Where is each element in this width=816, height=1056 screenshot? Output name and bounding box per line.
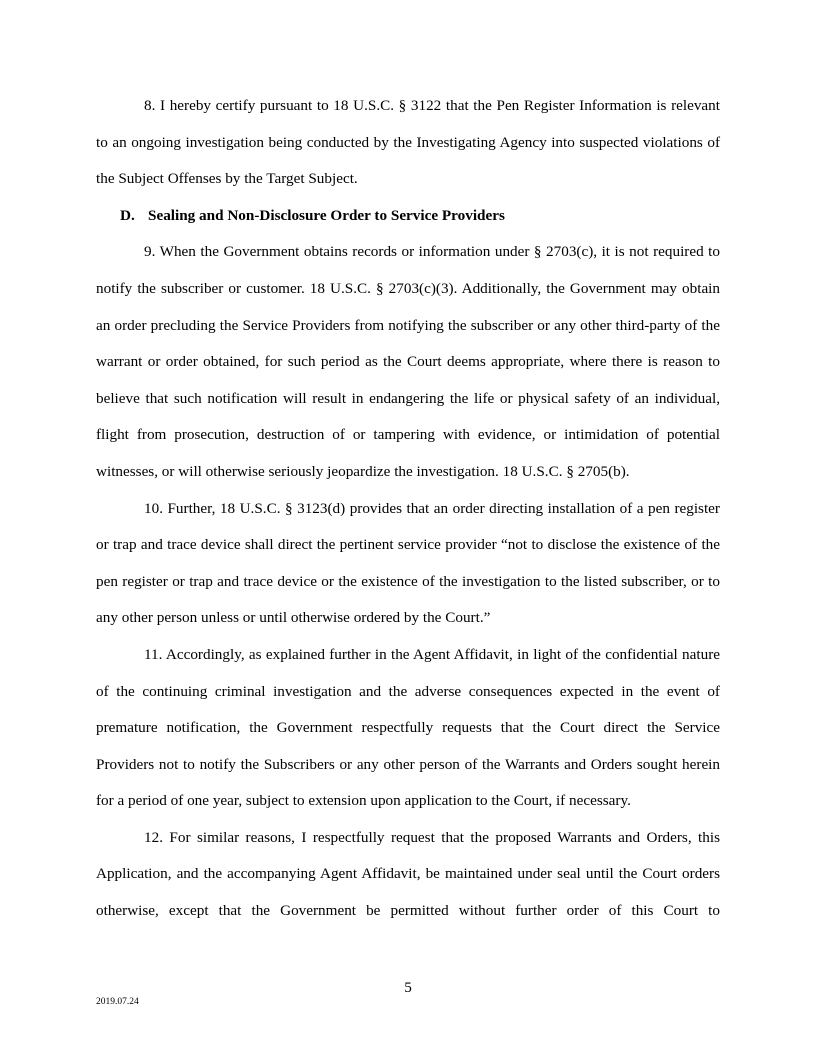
paragraph-11: 11. Accordingly, as explained further in the Agent Affidavit, in light of the confidential nature of the continuing criminal investigation and the adverse consequences expected in the event of premature notification, the Government respectfully requests that the Court direct the Service Providers not to notify the Subscribers or any other person of the Warrants and Orders sought herein for a period of one year, subject to extension upon application to the Court, if necessary. (96, 645, 720, 810)
page-number: 5 (404, 979, 412, 996)
paragraph-10: 10. Further, 18 U.S.C. § 3123(d) provides that an order directing installation of a pen register or trap and trace device shall direct the pertinent service provider “not to disclose the existence of the pen register or trap and trace device or the existence of the investigation to the listed subscriber, or to any other person unless or until otherwise ordered by the Court.” (96, 499, 720, 627)
section-heading (96, 198, 720, 235)
document-date: 2019.07.24 (96, 997, 139, 1007)
section-letter: D. (120, 206, 135, 224)
paragraph-12: 12. For similar reasons, I respectfully request that the proposed Warrants and Orders, this Application, and the accompanying Agent Affidavit, be maintained under seal until the Court orders otherwise, except that the Government be permitted without further order of this Court to (96, 828, 720, 920)
paragraph-8: 8. I hereby certify pursuant to 18 U.S.C. § 3122 that the Pen Register Information is relevant to an ongoing investigation being conducted by the Investigating Agency into suspected violations of the Subject Offenses by the Target Subject. (96, 97, 720, 188)
section-title: Sealing and Non-Disclosure Order to Service Providers (148, 206, 505, 224)
paragraph-9: 9. When the Government obtains records or information under § 2703(c), it is not required to notify the subscriber or customer. 18 U.S.C. § 2703(c)(3). Additionally, the Government may obtain an order precluding the Service Providers from notifying the subscriber or any other third-party of the warrant or order obtained, for such period as the Court deems appropriate, where there is reason to believe that such notification will result in endangering the life or physical safety of an individual, flight from prosecution, destruction of or tampering with evidence, or intimidation of potential witnesses, or will otherwise seriously jeopardize the investigation. 18 U.S.C. § 2705(b). (96, 243, 720, 480)
document-body (96, 88, 720, 930)
